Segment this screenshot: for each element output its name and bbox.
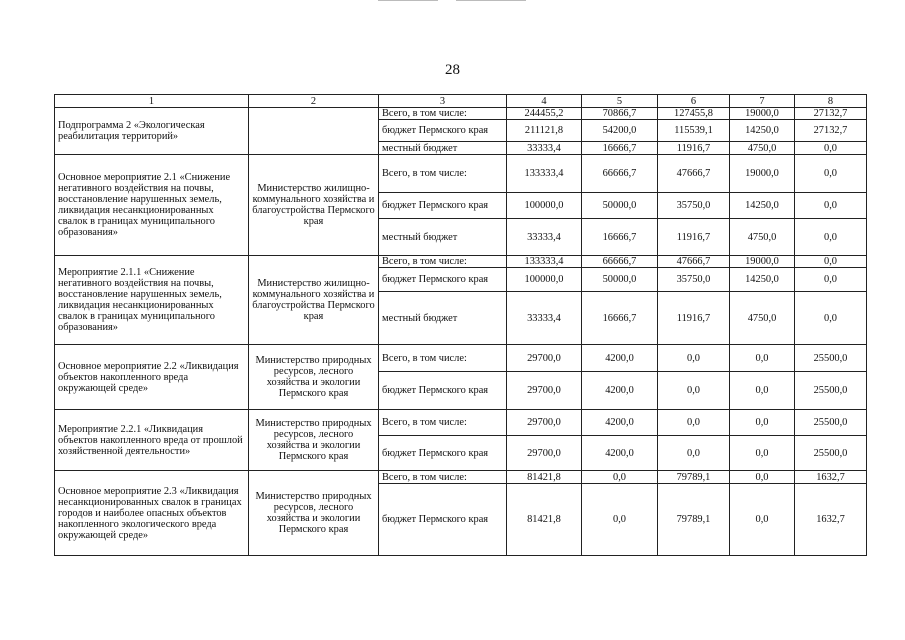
- amount-cell: 35750,0: [658, 193, 730, 219]
- table-row: [55, 108, 867, 120]
- amount-cell: 0,0: [795, 155, 867, 193]
- regional-budget-label: бюджет Пермского края: [379, 372, 507, 410]
- amount-cell: 4200,0: [582, 410, 658, 436]
- amount-cell: 50000,0: [582, 193, 658, 219]
- amount-cell: 4200,0: [582, 372, 658, 410]
- main-activity-2-1-name: Основное мероприятие 2.1 «Снижение негативного воздействия на почвы, восстановление нарушенных земель, ликвидация несанкционированных свалок в границах муниципального образования»: [55, 155, 249, 256]
- responsible-executor: Министерство природных ресурсов, лесного хозяйства и экологии Пермского края: [249, 471, 379, 556]
- amount-cell: 133333,4: [507, 155, 582, 193]
- amount-cell: 100000,0: [507, 268, 582, 292]
- amount-cell: 211121,8: [507, 120, 582, 142]
- funding-total-label: Всего, в том числе:: [379, 410, 507, 436]
- table-row: [55, 256, 867, 268]
- column-header: 2: [249, 95, 379, 108]
- amount-cell: 66666,7: [582, 155, 658, 193]
- amount-cell: 115539,1: [658, 120, 730, 142]
- regional-budget-label: бюджет Пермского края: [379, 436, 507, 471]
- table-row: [55, 410, 867, 436]
- amount-cell: 0,0: [730, 410, 795, 436]
- amount-cell: 133333,4: [507, 256, 582, 268]
- amount-cell: 4200,0: [582, 436, 658, 471]
- responsible-executor: Министерство природных ресурсов, лесного хозяйства и экологии Пермского края: [249, 410, 379, 471]
- amount-cell: 0,0: [730, 436, 795, 471]
- amount-cell: 0,0: [658, 345, 730, 372]
- amount-cell: 0,0: [795, 268, 867, 292]
- funding-total-label: Всего, в том числе:: [379, 256, 507, 268]
- funding-total-label: Всего, в том числе:: [379, 345, 507, 372]
- amount-cell: 25500,0: [795, 436, 867, 471]
- amount-cell: 19000,0: [730, 108, 795, 120]
- activity-2-1-1-name: Мероприятие 2.1.1 «Снижение негативного воздействия на почвы, восстановление нарушенных земель, ликвидация несанкционированных свалок в границах муниципального образования»: [55, 256, 249, 345]
- activity-2-2-1-name: Мероприятие 2.2.1 «Ликвидация объектов накопленного вреда от прошлой хозяйственной деятельности»: [55, 410, 249, 471]
- scan-edge-mark: [378, 0, 438, 1]
- amount-cell: 79789,1: [658, 484, 730, 556]
- amount-cell: 29700,0: [507, 372, 582, 410]
- responsible-executor: Министерство природных ресурсов, лесного хозяйства и экологии Пермского края: [249, 345, 379, 410]
- table-header-row: [55, 95, 867, 108]
- amount-cell: 16666,7: [582, 219, 658, 256]
- amount-cell: 0,0: [730, 345, 795, 372]
- amount-cell: 0,0: [658, 436, 730, 471]
- amount-cell: 1632,7: [795, 484, 867, 556]
- column-header: 5: [582, 95, 658, 108]
- amount-cell: 25500,0: [795, 372, 867, 410]
- budget-table: [54, 94, 867, 556]
- local-budget-label: местный бюджет: [379, 142, 507, 155]
- regional-budget-label: бюджет Пермского края: [379, 193, 507, 219]
- amount-cell: 29700,0: [507, 410, 582, 436]
- main-activity-2-2-name: Основное мероприятие 2.2 «Ликвидация объектов накопленного вреда окружающей среде»: [55, 345, 249, 410]
- amount-cell: 70866,7: [582, 108, 658, 120]
- amount-cell: 47666,7: [658, 155, 730, 193]
- local-budget-label: местный бюджет: [379, 219, 507, 256]
- amount-cell: 244455,2: [507, 108, 582, 120]
- amount-cell: 33333,4: [507, 142, 582, 155]
- amount-cell: 29700,0: [507, 345, 582, 372]
- amount-cell: 14250,0: [730, 193, 795, 219]
- amount-cell: 0,0: [730, 484, 795, 556]
- amount-cell: 11916,7: [658, 292, 730, 345]
- column-header: 3: [379, 95, 507, 108]
- amount-cell: 81421,8: [507, 471, 582, 484]
- amount-cell: 29700,0: [507, 436, 582, 471]
- amount-cell: 0,0: [795, 256, 867, 268]
- amount-cell: 14250,0: [730, 268, 795, 292]
- amount-cell: 4750,0: [730, 292, 795, 345]
- amount-cell: 0,0: [730, 372, 795, 410]
- funding-total-label: Всего, в том числе:: [379, 155, 507, 193]
- regional-budget-label: бюджет Пермского края: [379, 484, 507, 556]
- table-body: [55, 108, 867, 556]
- column-header: 4: [507, 95, 582, 108]
- amount-cell: 0,0: [582, 471, 658, 484]
- amount-cell: 25500,0: [795, 410, 867, 436]
- responsible-executor: Министерство жилищно-коммунального хозяйства и благоустройства Пермского края: [249, 256, 379, 345]
- amount-cell: 0,0: [582, 484, 658, 556]
- amount-cell: 11916,7: [658, 219, 730, 256]
- table-row: [55, 345, 867, 372]
- amount-cell: 33333,4: [507, 219, 582, 256]
- amount-cell: 4200,0: [582, 345, 658, 372]
- regional-budget-label: бюджет Пермского края: [379, 120, 507, 142]
- main-activity-2-3-name: Основное мероприятие 2.3 «Ликвидация несанкционированных свалок в границах городов и наиболее опасных объектов накопленного экологического вреда окружающей среде»: [55, 471, 249, 556]
- table-row: [55, 155, 867, 193]
- amount-cell: 0,0: [795, 292, 867, 345]
- regional-budget-label: бюджет Пермского края: [379, 268, 507, 292]
- amount-cell: 35750,0: [658, 268, 730, 292]
- amount-cell: 0,0: [658, 410, 730, 436]
- responsible-executor: Министерство жилищно-коммунального хозяйства и благоустройства Пермского края: [249, 155, 379, 256]
- amount-cell: 1632,7: [795, 471, 867, 484]
- amount-cell: 0,0: [658, 372, 730, 410]
- amount-cell: 14250,0: [730, 120, 795, 142]
- amount-cell: 0,0: [795, 219, 867, 256]
- amount-cell: 25500,0: [795, 345, 867, 372]
- amount-cell: 0,0: [795, 193, 867, 219]
- page-number: 28: [445, 62, 460, 78]
- subprogram-2-name: Подпрограмма 2 «Экологическая реабилитация территорий»: [55, 108, 249, 155]
- responsible-executor: [249, 108, 379, 155]
- amount-cell: 47666,7: [658, 256, 730, 268]
- amount-cell: 19000,0: [730, 256, 795, 268]
- amount-cell: 19000,0: [730, 155, 795, 193]
- column-header: 1: [55, 95, 249, 108]
- amount-cell: 4750,0: [730, 219, 795, 256]
- column-header: 7: [730, 95, 795, 108]
- local-budget-label: местный бюджет: [379, 292, 507, 345]
- amount-cell: 0,0: [730, 471, 795, 484]
- amount-cell: 27132,7: [795, 120, 867, 142]
- amount-cell: 11916,7: [658, 142, 730, 155]
- scan-edge-mark: [456, 0, 526, 1]
- amount-cell: 81421,8: [507, 484, 582, 556]
- amount-cell: 79789,1: [658, 471, 730, 484]
- column-header: 8: [795, 95, 867, 108]
- amount-cell: 16666,7: [582, 292, 658, 345]
- amount-cell: 54200,0: [582, 120, 658, 142]
- funding-total-label: Всего, в том числе:: [379, 108, 507, 120]
- amount-cell: 27132,7: [795, 108, 867, 120]
- amount-cell: 33333,4: [507, 292, 582, 345]
- amount-cell: 0,0: [795, 142, 867, 155]
- funding-total-label: Всего, в том числе:: [379, 471, 507, 484]
- table-row: [55, 471, 867, 484]
- amount-cell: 66666,7: [582, 256, 658, 268]
- amount-cell: 100000,0: [507, 193, 582, 219]
- amount-cell: 16666,7: [582, 142, 658, 155]
- amount-cell: 127455,8: [658, 108, 730, 120]
- amount-cell: 4750,0: [730, 142, 795, 155]
- column-header: 6: [658, 95, 730, 108]
- amount-cell: 50000,0: [582, 268, 658, 292]
